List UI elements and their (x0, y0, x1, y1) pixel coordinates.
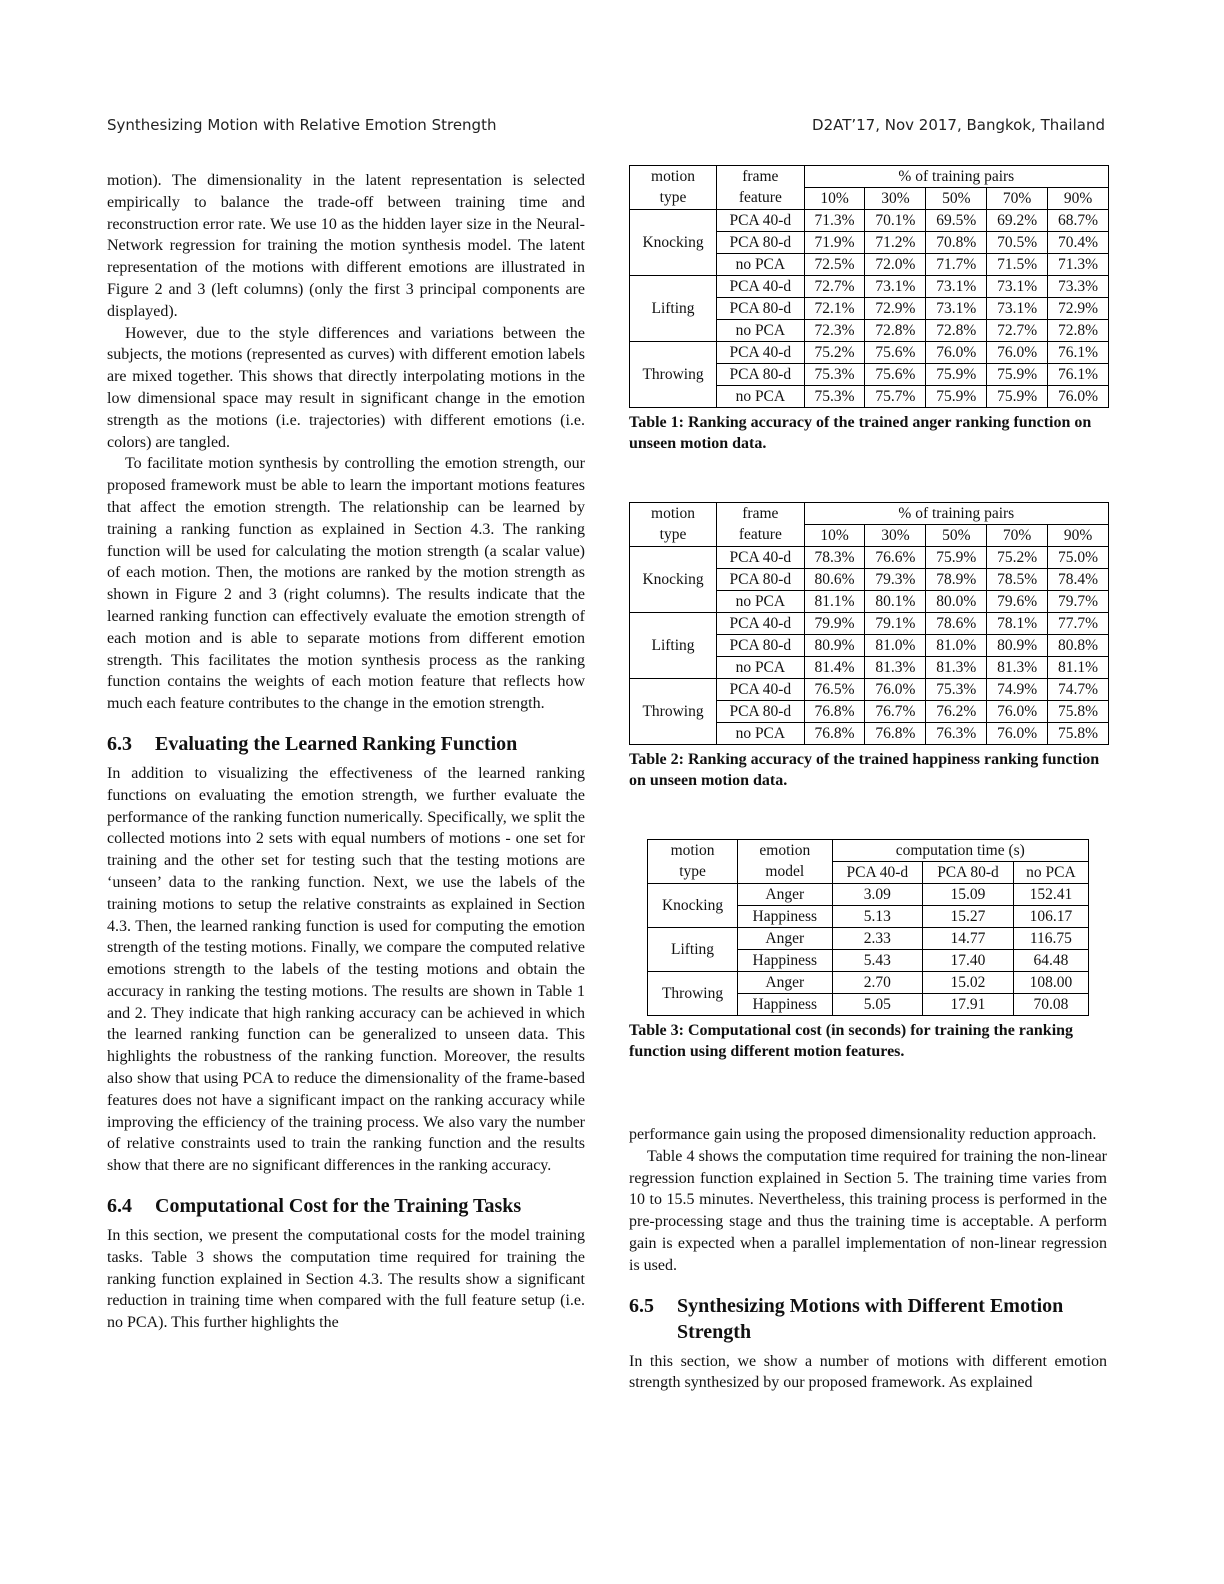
feature-cell: PCA 80-d (717, 298, 805, 320)
value-cell: 79.1% (865, 613, 926, 635)
value-cell: 73.1% (987, 298, 1048, 320)
value-cell: 15.02 (923, 972, 1014, 994)
motion-type-cell: Knocking (630, 210, 717, 276)
value-cell: 76.6% (865, 547, 926, 569)
value-cell: 73.1% (926, 298, 987, 320)
value-cell: 108.00 (1013, 972, 1088, 994)
value-cell: 15.27 (923, 906, 1014, 928)
header-cell: 70% (987, 188, 1048, 210)
feature-cell: no PCA (717, 591, 805, 613)
header-cell: type (630, 525, 717, 547)
value-cell: 72.7% (987, 320, 1048, 342)
feature-cell: no PCA (717, 657, 805, 679)
value-cell: 71.3% (804, 210, 865, 232)
emotion-model-cell: Happiness (738, 906, 832, 928)
value-cell: 76.0% (1048, 386, 1109, 408)
feature-cell: PCA 80-d (717, 569, 805, 591)
motion-type-cell: Lifting (630, 613, 717, 679)
section-heading-6-4 (107, 1193, 585, 1219)
value-cell: 81.3% (926, 657, 987, 679)
value-cell: 75.9% (926, 386, 987, 408)
value-cell: 72.3% (804, 320, 865, 342)
section-heading-6-3 (107, 731, 585, 757)
header-cell: % of training pairs (804, 166, 1108, 188)
value-cell: 73.1% (865, 276, 926, 298)
value-cell: 106.17 (1013, 906, 1088, 928)
section-number: 6.3 (107, 732, 132, 755)
header-cell: no PCA (1013, 862, 1088, 884)
value-cell: 76.0% (926, 342, 987, 364)
feature-cell: PCA 40-d (717, 613, 805, 635)
value-cell: 78.4% (1048, 569, 1109, 591)
value-cell: 70.08 (1013, 994, 1088, 1016)
value-cell: 116.75 (1013, 928, 1088, 950)
running-header-right: D2AT’17, Nov 2017, Bangkok, Thailand (812, 116, 1105, 134)
motion-type-cell: Throwing (648, 972, 738, 1016)
value-cell: 77.7% (1048, 613, 1109, 635)
value-cell: 2.33 (832, 928, 923, 950)
section-heading-6-5 (629, 1293, 1107, 1345)
header-cell: motion (630, 503, 717, 525)
value-cell: 72.7% (804, 276, 865, 298)
paragraph: motion). The dimensionality in the latent representation is selected empirically to balance the trade-off between training time and reconstruction error rate. We use 10 as the hidden layer size in the Neural-Network regression for training the motion synthesis model. The latent representation of the motions with different emotions are illustrated in Figure 2 and 3 (left columns) (only the first 3 principal components are displayed). (107, 172, 585, 320)
table-1 (629, 165, 1109, 408)
value-cell: 75.0% (1048, 547, 1109, 569)
header-cell: motion (630, 166, 717, 188)
feature-cell: no PCA (717, 386, 805, 408)
value-cell: 76.8% (804, 701, 865, 723)
emotion-model-cell: Happiness (738, 950, 832, 972)
value-cell: 75.6% (865, 342, 926, 364)
header-cell: feature (717, 188, 805, 210)
value-cell: 75.9% (987, 386, 1048, 408)
value-cell: 72.8% (1048, 320, 1109, 342)
value-cell: 71.5% (987, 254, 1048, 276)
header-cell: emotion (738, 840, 832, 862)
value-cell: 76.0% (865, 679, 926, 701)
paragraph: In this section, we present the computational costs for the model training tasks. Table 3 shows the computation time required for training the ranking function explained in Section 4.3. The results show a significant reduction in training time when compared with the full feature setup (i.e. no PCA). This further highlights the (107, 1227, 585, 1332)
value-cell: 78.1% (987, 613, 1048, 635)
value-cell: 14.77 (923, 928, 1014, 950)
header-cell: 90% (1048, 525, 1109, 547)
value-cell: 76.0% (987, 701, 1048, 723)
value-cell: 78.5% (987, 569, 1048, 591)
motion-type-cell: Lifting (648, 928, 738, 972)
value-cell: 75.3% (926, 679, 987, 701)
value-cell: 70.5% (987, 232, 1048, 254)
feature-cell: PCA 40-d (717, 547, 805, 569)
value-cell: 73.3% (1048, 276, 1109, 298)
paragraph: In this section, we show a number of motions with different emotion strength synthesized by our proposed framework. As explained (629, 1352, 1107, 1392)
value-cell: 73.1% (926, 276, 987, 298)
value-cell: 76.5% (804, 679, 865, 701)
value-cell: 75.2% (804, 342, 865, 364)
value-cell: 75.8% (1048, 701, 1109, 723)
header-cell: frame (717, 166, 805, 188)
value-cell: 72.5% (804, 254, 865, 276)
value-cell: 3.09 (832, 884, 923, 906)
motion-type-cell: Throwing (630, 342, 717, 408)
header-cell: 30% (865, 188, 926, 210)
table-2 (629, 502, 1109, 745)
right-column (629, 165, 1107, 1394)
header-cell: feature (717, 525, 805, 547)
table-2-caption: Table 2: Ranking accuracy of the trained happiness ranking function on unseen motion data. (629, 751, 1100, 789)
paragraph: To facilitate motion synthesis by controlling the emotion strength, our proposed framework must be able to learn the important motions features that affect the emotion strength. The relationship can be learned by training a ranking function as explained in Section 4.3. The ranking function will be used for calculating the motion strength (a scalar value) of each motion. Then, the motions are ranked by the motion strength as shown in Figure 2 and 3 (right columns). The results indicate that the learned ranking function can effectively evaluate the emotion strength of each motion and is able to separate motions from different emotion strength. This facilitates the motion synthesis process as the ranking function contains the weights of each motion feature that reflects how much each feature contributes to the change in the emotion strength. (107, 455, 585, 713)
value-cell: 75.9% (926, 547, 987, 569)
feature-cell: no PCA (717, 320, 805, 342)
value-cell: 70.8% (926, 232, 987, 254)
value-cell: 68.7% (1048, 210, 1109, 232)
header-cell: 50% (926, 525, 987, 547)
motion-type-cell: Throwing (630, 679, 717, 745)
value-cell: 72.8% (926, 320, 987, 342)
table-row (630, 613, 1109, 635)
table-row (648, 972, 1089, 994)
motion-type-cell: Knocking (630, 547, 717, 613)
value-cell: 76.8% (804, 723, 865, 745)
header-cell: type (648, 862, 738, 884)
header-cell: 50% (926, 188, 987, 210)
header-cell: computation time (s) (832, 840, 1088, 862)
value-cell: 81.4% (804, 657, 865, 679)
value-cell: 80.9% (804, 635, 865, 657)
value-cell: 81.3% (865, 657, 926, 679)
left-column (107, 170, 585, 1334)
value-cell: 81.3% (987, 657, 1048, 679)
value-cell: 76.1% (1048, 364, 1109, 386)
value-cell: 76.1% (1048, 342, 1109, 364)
value-cell: 64.48 (1013, 950, 1088, 972)
value-cell: 81.0% (865, 635, 926, 657)
paragraph: Table 4 shows the computation time required for training the non-linear regression function explained in Section 5. The training time varies from 10 to 15.5 minutes. Nevertheless, this training process is performed in the pre-processing stage and thus the training time is acceptable. A perform gain is expected when a parallel implementation of non-linear regression is used. (629, 1147, 1107, 1274)
header-cell: model (738, 862, 832, 884)
feature-cell: PCA 80-d (717, 701, 805, 723)
header-cell: 30% (865, 525, 926, 547)
value-cell: 5.43 (832, 950, 923, 972)
value-cell: 76.2% (926, 701, 987, 723)
value-cell: 81.1% (804, 591, 865, 613)
table-row (630, 276, 1109, 298)
value-cell: 81.1% (1048, 657, 1109, 679)
value-cell: 70.4% (1048, 232, 1109, 254)
table-row (630, 342, 1109, 364)
value-cell: 70.1% (865, 210, 926, 232)
table-row (630, 210, 1109, 232)
value-cell: 76.0% (987, 342, 1048, 364)
value-cell: 79.3% (865, 569, 926, 591)
value-cell: 73.1% (987, 276, 1048, 298)
value-cell: 80.1% (865, 591, 926, 613)
value-cell: 76.7% (865, 701, 926, 723)
value-cell: 76.3% (926, 723, 987, 745)
value-cell: 69.5% (926, 210, 987, 232)
section-title: Evaluating the Learned Ranking Function (155, 732, 518, 755)
emotion-model-cell: Anger (738, 884, 832, 906)
value-cell: 72.1% (804, 298, 865, 320)
emotion-model-cell: Happiness (738, 994, 832, 1016)
emotion-model-cell: Anger (738, 972, 832, 994)
header-cell: 70% (987, 525, 1048, 547)
value-cell: 79.9% (804, 613, 865, 635)
header-cell: frame (717, 503, 805, 525)
paragraph: However, due to the style differences and variations between the subjects, the motions (represented as curves) with different emotion labels are mixed together. This shows that directly interpolating motions in the low dimensional space may result in significant change in the emotion strength as the motions (i.e. trajectories) with different emotions (i.e. colors) are tangled. (107, 324, 585, 451)
paragraph: performance gain using the proposed dimensionality reduction approach. (629, 1126, 1097, 1143)
feature-cell: no PCA (717, 723, 805, 745)
value-cell: 75.6% (865, 364, 926, 386)
table-row (630, 547, 1109, 569)
value-cell: 71.9% (804, 232, 865, 254)
table-row (648, 884, 1089, 906)
value-cell: 81.0% (926, 635, 987, 657)
value-cell: 76.8% (865, 723, 926, 745)
value-cell: 79.7% (1048, 591, 1109, 613)
value-cell: 72.8% (865, 320, 926, 342)
value-cell: 80.0% (926, 591, 987, 613)
feature-cell: PCA 40-d (717, 210, 805, 232)
header-cell: 90% (1048, 188, 1109, 210)
header-cell: PCA 80-d (923, 862, 1014, 884)
feature-cell: PCA 80-d (717, 364, 805, 386)
value-cell: 74.7% (1048, 679, 1109, 701)
value-cell: 69.2% (987, 210, 1048, 232)
running-header-left: Synthesizing Motion with Relative Emotion Strength (107, 116, 497, 134)
value-cell: 5.13 (832, 906, 923, 928)
value-cell: 71.7% (926, 254, 987, 276)
value-cell: 75.3% (804, 364, 865, 386)
value-cell: 75.9% (987, 364, 1048, 386)
section-number: 6.5 (629, 1294, 654, 1317)
table-1-caption: Table 1: Ranking accuracy of the trained anger ranking function on unseen motion data. (629, 414, 1092, 452)
feature-cell: PCA 40-d (717, 342, 805, 364)
value-cell: 78.6% (926, 613, 987, 635)
table-row (630, 679, 1109, 701)
header-cell: 10% (804, 525, 865, 547)
feature-cell: PCA 80-d (717, 232, 805, 254)
motion-type-cell: Lifting (630, 276, 717, 342)
value-cell: 80.6% (804, 569, 865, 591)
value-cell: 75.7% (865, 386, 926, 408)
paragraph: In addition to visualizing the effectiveness of the learned ranking functions on evaluating the emotion strength, we further evaluate the performance of the ranking function numerically. Specifically, we split the collected motions into 2 sets with equal numbers of motions - one set for training and the other set for testing such that the testing motions are ‘unseen’ data to the ranking function. Next, we use the labels of the training motions to setup the relative constraints as explained in Section 4.3. Then, the learned ranking function is used for computing the emotion strength of the testing motions. Finally, we compare the computed relative emotions strength to the labels of the testing motions and obtain the accuracy in ranking the testing motions. The results are shown in Table 1 and 2. They indicate that high ranking accuracy can be achieved in which the learned ranking function can be generalized to unseen data. This highlights the robustness of the ranking function. Moreover, the results also show that using PCA to reduce the dimensionality of the frame-based features does not have a significant impact on the ranking accuracy while improving the efficiency of the training process. We also vary the number of relative constraints used to train the ranking function and the results show that there are no significant differences in the ranking accuracy. (107, 764, 585, 1175)
header-cell: motion (648, 840, 738, 862)
motion-type-cell: Knocking (648, 884, 738, 928)
section-number: 6.4 (107, 1195, 132, 1218)
value-cell: 71.2% (865, 232, 926, 254)
value-cell: 76.0% (987, 723, 1048, 745)
header-cell: % of training pairs (804, 503, 1108, 525)
value-cell: 80.8% (1048, 635, 1109, 657)
value-cell: 71.3% (1048, 254, 1109, 276)
value-cell: 15.09 (923, 884, 1014, 906)
value-cell: 5.05 (832, 994, 923, 1016)
value-cell: 80.9% (987, 635, 1048, 657)
header-cell: 10% (804, 188, 865, 210)
value-cell: 78.3% (804, 547, 865, 569)
feature-cell: PCA 40-d (717, 276, 805, 298)
header-cell: type (630, 188, 717, 210)
value-cell: 17.91 (923, 994, 1014, 1016)
table-row (648, 928, 1089, 950)
value-cell: 72.0% (865, 254, 926, 276)
feature-cell: PCA 80-d (717, 635, 805, 657)
value-cell: 79.6% (987, 591, 1048, 613)
value-cell: 74.9% (987, 679, 1048, 701)
section-title: Computational Cost for the Training Tasks (155, 1195, 522, 1218)
table-3-caption: Table 3: Computational cost (in seconds) for training the ranking function using different motion features. (629, 1022, 1074, 1060)
header-cell: PCA 40-d (832, 862, 923, 884)
table-3 (647, 839, 1089, 1016)
emotion-model-cell: Anger (738, 928, 832, 950)
feature-cell: PCA 40-d (717, 679, 805, 701)
section-title: Synthesizing Motions with Different Emotion Strength (677, 1294, 1064, 1343)
value-cell: 17.40 (923, 950, 1014, 972)
value-cell: 75.8% (1048, 723, 1109, 745)
feature-cell: no PCA (717, 254, 805, 276)
value-cell: 2.70 (832, 972, 923, 994)
value-cell: 152.41 (1013, 884, 1088, 906)
value-cell: 72.9% (1048, 298, 1109, 320)
value-cell: 72.9% (865, 298, 926, 320)
value-cell: 75.2% (987, 547, 1048, 569)
value-cell: 75.9% (926, 364, 987, 386)
value-cell: 75.3% (804, 386, 865, 408)
value-cell: 78.9% (926, 569, 987, 591)
